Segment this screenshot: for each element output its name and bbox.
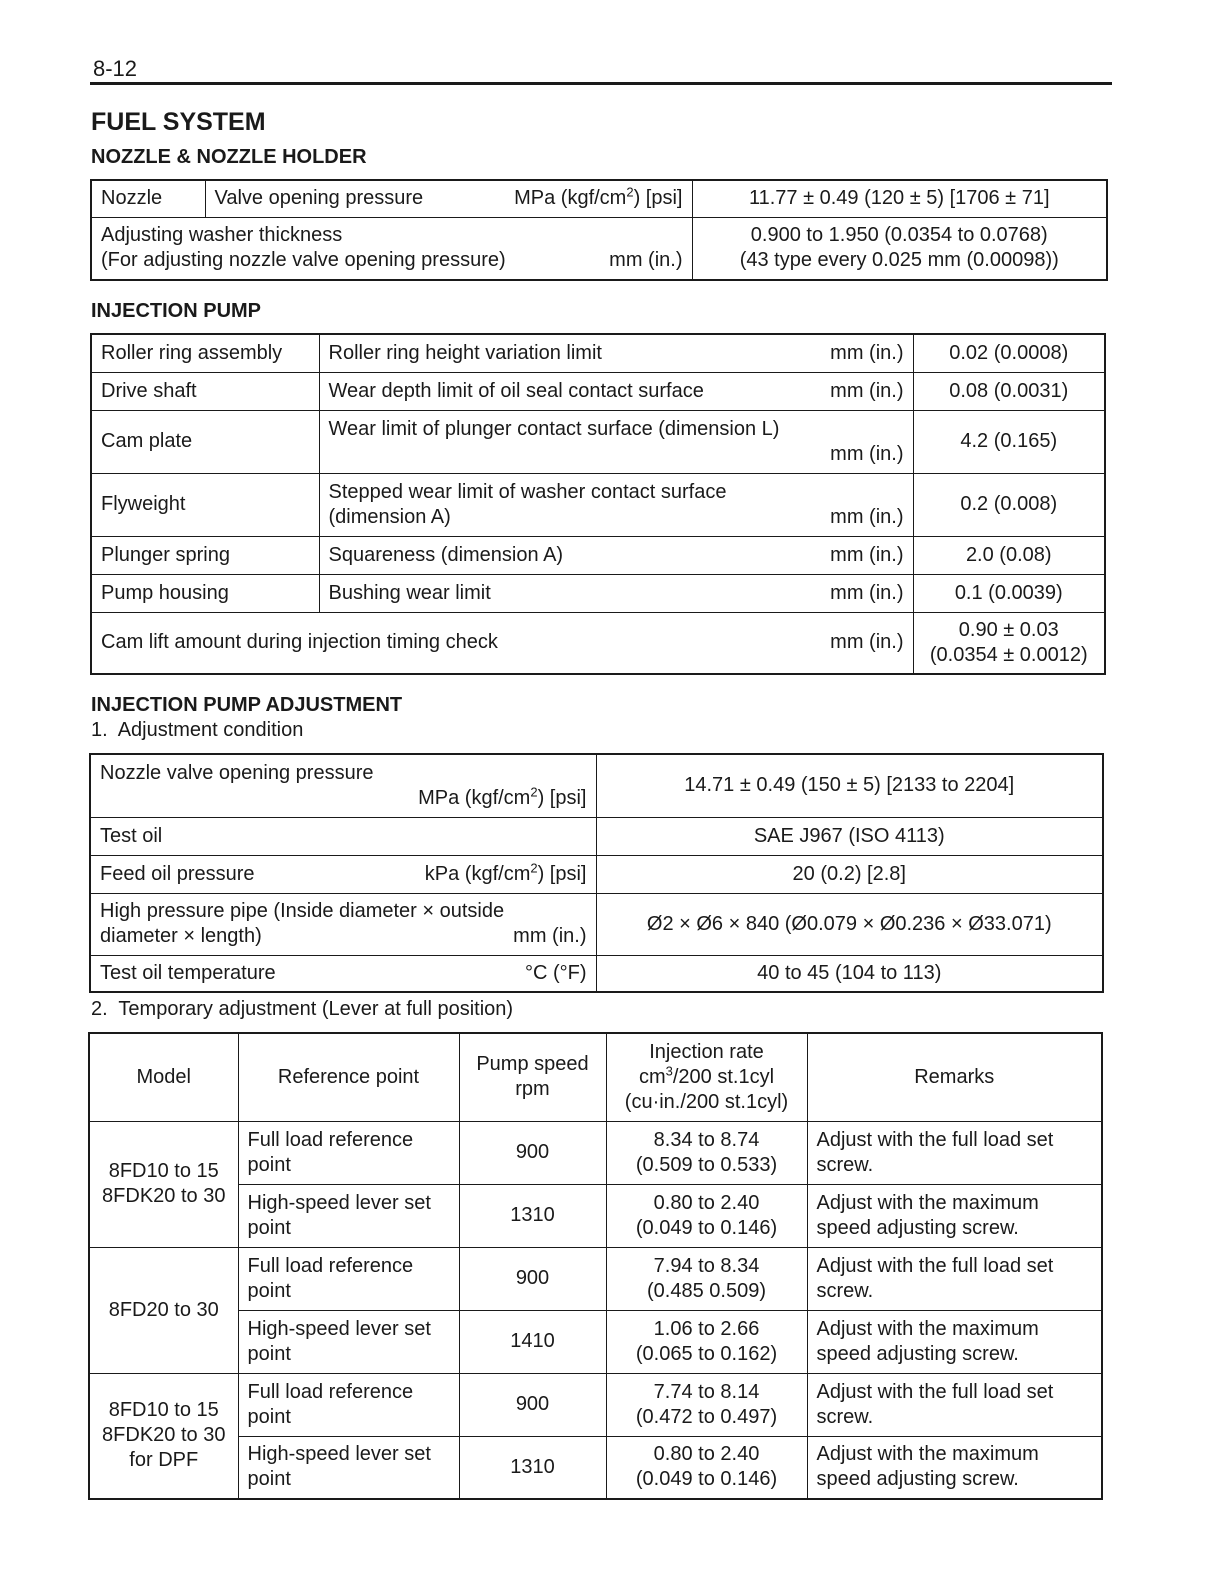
pump-desc-line1: Stepped wear limit of washer contact surface xyxy=(328,480,727,503)
speed-cell: 900 xyxy=(459,1247,606,1310)
table-row xyxy=(91,612,1105,674)
pump-desc-cell xyxy=(319,372,913,410)
pump-unit: mm (in.) xyxy=(830,341,904,364)
pump-desc: Bushing wear limit xyxy=(328,581,491,604)
pump-value: 4.2 (0.165) xyxy=(913,410,1105,473)
model-cell: 8FD20 to 30 xyxy=(89,1247,238,1373)
pump-value: 0.1 (0.0039) xyxy=(913,574,1105,612)
table-row xyxy=(89,1373,1102,1436)
col-header-reference: Reference point xyxy=(238,1033,459,1121)
pump-value: 0.02 (0.0008) xyxy=(913,334,1105,372)
washer-unit: mm (in.) xyxy=(609,249,683,272)
cam-lift-value-line2: (0.0354 ± 0.0012) xyxy=(929,643,1088,666)
cond-value: Ø2 × Ø6 × 840 (Ø0.079 × Ø0.236 × Ø33.071) xyxy=(596,893,1103,955)
pump-heading: INJECTION PUMP xyxy=(91,300,262,322)
cond-label: Feed oil pressure xyxy=(100,862,255,885)
cond-value: SAE J967 (ISO 4113) xyxy=(596,817,1103,855)
washer-desc-line2: (For adjusting nozzle valve opening pressure) xyxy=(101,249,506,272)
pump-desc-cell xyxy=(319,410,913,473)
cam-lift-desc-cell xyxy=(91,612,913,674)
remarks-cell: Adjust with the maximum speed adjusting screw. xyxy=(807,1310,1102,1373)
table-row xyxy=(91,574,1105,612)
pump-desc-cell xyxy=(319,473,913,536)
reference-cell: High-speed lever set point xyxy=(238,1436,459,1499)
step-1-label: 1. Adjustment condition xyxy=(91,719,304,741)
table-row xyxy=(90,855,1103,893)
rate-cell: 0.80 to 2.40 (0.049 to 0.146) xyxy=(606,1436,807,1499)
header-rule xyxy=(90,82,1112,85)
remarks-cell: Adjust with the full load set screw. xyxy=(807,1247,1102,1310)
table-row xyxy=(89,1436,1102,1499)
cond-value: 14.71 ± 0.49 (150 ± 5) [2133 to 2204] xyxy=(596,754,1103,817)
adjustment-table xyxy=(88,1032,1103,1500)
rate-cell: 1.06 to 2.66 (0.065 to 0.162) xyxy=(606,1310,807,1373)
nozzle-unit: MPa $(kgf/cm^2)$ [psi] xyxy=(514,184,683,210)
washer-value-line1: 0.900 to 1.950 (0.0354 to 0.0768) xyxy=(750,224,1048,247)
pump-desc: Squareness (dimension A) xyxy=(328,543,564,566)
table-row xyxy=(91,180,1107,217)
pump-item: Pump housing xyxy=(91,574,319,612)
cond-label-line1: High pressure pipe (Inside diameter × outside xyxy=(100,900,505,922)
cond-unit: kPa $(kgf/cm^2)$ [psi] xyxy=(424,859,587,885)
pump-value: 0.2 (0.008) xyxy=(913,473,1105,536)
cond-label-cell xyxy=(90,955,596,992)
pump-desc: Wear limit of plunger contact surface (dimension L) xyxy=(328,417,780,440)
pump-unit: mm (in.) xyxy=(830,543,904,566)
nozzle-heading: NOZZLE & NOZZLE HOLDER xyxy=(91,146,367,168)
remarks-cell: Adjust with the full load set screw. xyxy=(807,1121,1102,1184)
pump-unit: mm (in.) xyxy=(830,379,904,402)
pump-desc: Roller ring height variation limit xyxy=(328,341,602,364)
speed-cell: 1410 xyxy=(459,1310,606,1373)
pump-desc: Wear depth limit of oil seal contact surface xyxy=(328,379,704,402)
condition-table xyxy=(89,753,1104,993)
table-row xyxy=(91,536,1105,574)
pump-item: Roller ring assembly xyxy=(91,334,319,372)
washer-desc-cell xyxy=(91,217,692,280)
table-row xyxy=(89,1184,1102,1247)
nozzle-desc: Valve opening pressure xyxy=(214,187,424,210)
table-row xyxy=(89,1310,1102,1373)
rate-cell: 0.80 to 2.40 (0.049 to 0.146) xyxy=(606,1184,807,1247)
reference-cell: Full load reference point xyxy=(238,1121,459,1184)
adjust-heading: INJECTION PUMP ADJUSTMENT xyxy=(91,694,403,716)
pump-desc-cell xyxy=(319,574,913,612)
cond-value: 20 (0.2) [2.8] xyxy=(596,855,1103,893)
pump-unit: mm (in.) xyxy=(830,581,904,604)
pump-item: Flyweight xyxy=(91,473,319,536)
table-row xyxy=(90,817,1103,855)
reference-cell: Full load reference point xyxy=(238,1247,459,1310)
speed-cell: 1310 xyxy=(459,1184,606,1247)
pump-unit: mm (in.) xyxy=(830,442,904,465)
remarks-cell: Adjust with the full load set screw. xyxy=(807,1373,1102,1436)
table-header-row xyxy=(89,1033,1102,1121)
table-row xyxy=(91,334,1105,372)
col-header-model: Model xyxy=(89,1033,238,1121)
model-cell: 8FD10 to 15 8FDK20 to 30 for DPF xyxy=(89,1373,238,1499)
nozzle-desc-cell xyxy=(205,180,692,217)
speed-cell: 1310 xyxy=(459,1436,606,1499)
cam-lift-unit: mm (in.) xyxy=(830,631,904,654)
page-number: 8-12 xyxy=(93,56,138,81)
remarks-cell: Adjust with the maximum speed adjusting screw. xyxy=(807,1436,1102,1499)
col-header-rate: Injection rate $cm^3/200$ st.1cyl (cu·in./200 st.1cyl) xyxy=(606,1033,807,1121)
col-header-speed: Pump speed rpm xyxy=(459,1033,606,1121)
table-row xyxy=(91,473,1105,536)
pump-item: Cam plate xyxy=(91,410,319,473)
cond-label-cell xyxy=(90,754,596,817)
step-2-label: 2. Temporary adjustment (Lever at full position) xyxy=(91,998,514,1020)
rate-cell: 7.94 to 8.34 (0.485 0.509) xyxy=(606,1247,807,1310)
nozzle-item: Nozzle xyxy=(91,180,205,217)
pump-item: Plunger spring xyxy=(91,536,319,574)
pump-value: 2.0 (0.08) xyxy=(913,536,1105,574)
cond-label: Nozzle valve opening pressure xyxy=(100,761,374,784)
col-header-remarks: Remarks xyxy=(807,1033,1102,1121)
pump-desc-cell xyxy=(319,334,913,372)
cond-label-cell xyxy=(90,855,596,893)
table-row xyxy=(89,1121,1102,1184)
model-cell: 8FD10 to 15 8FDK20 to 30 xyxy=(89,1121,238,1247)
washer-value-cell xyxy=(692,217,1107,280)
speed-cell: 900 xyxy=(459,1121,606,1184)
cam-lift-value-line1: 0.90 ± 0.03 xyxy=(958,618,1059,641)
cond-value: 40 to 45 (104 to 113) xyxy=(596,955,1103,992)
reference-cell: Full load reference point xyxy=(238,1373,459,1436)
washer-desc-line1: Adjusting washer thickness xyxy=(101,224,343,247)
reference-cell: High-speed lever set point xyxy=(238,1310,459,1373)
cond-label: Test oil temperature xyxy=(100,961,276,984)
cam-lift-value-cell xyxy=(913,612,1105,674)
section-title: FUEL SYSTEM xyxy=(91,108,266,136)
pump-desc-line2: (dimension A) xyxy=(328,505,451,528)
table-row xyxy=(91,410,1105,473)
cond-label: Test oil xyxy=(90,817,596,855)
table-row xyxy=(90,955,1103,992)
cam-lift-desc: Cam lift amount during injection timing check xyxy=(101,631,498,654)
reference-cell: High-speed lever set point xyxy=(238,1184,459,1247)
table-row xyxy=(91,372,1105,410)
cond-label-line2: diameter × length) xyxy=(100,925,262,947)
pump-table xyxy=(90,333,1106,675)
remarks-cell: Adjust with the maximum speed adjusting screw. xyxy=(807,1184,1102,1247)
rate-cell: 7.74 to 8.14 (0.472 to 0.497) xyxy=(606,1373,807,1436)
table-row xyxy=(89,1247,1102,1310)
pump-desc-cell xyxy=(319,536,913,574)
pump-item: Drive shaft xyxy=(91,372,319,410)
cond-label-cell xyxy=(90,893,596,955)
nozzle-table xyxy=(90,179,1108,281)
rate-cell: 8.34 to 8.74 (0.509 to 0.533) xyxy=(606,1121,807,1184)
cond-unit: mm (in.) xyxy=(513,925,587,947)
cond-unit: °C (°F) xyxy=(524,961,587,984)
nozzle-value: 11.77 ± 0.49 (120 ± 5) [1706 ± 71] xyxy=(692,180,1107,217)
pump-unit: mm (in.) xyxy=(830,505,904,528)
pump-value: 0.08 (0.0031) xyxy=(913,372,1105,410)
table-row xyxy=(91,217,1107,280)
washer-value-line2: (43 type every 0.025 mm (0.00098)) xyxy=(739,249,1059,272)
speed-cell: 900 xyxy=(459,1373,606,1436)
cond-unit: MPa $(kgf/cm^2)$ [psi] xyxy=(418,784,587,809)
table-row xyxy=(90,754,1103,817)
table-row xyxy=(90,893,1103,955)
